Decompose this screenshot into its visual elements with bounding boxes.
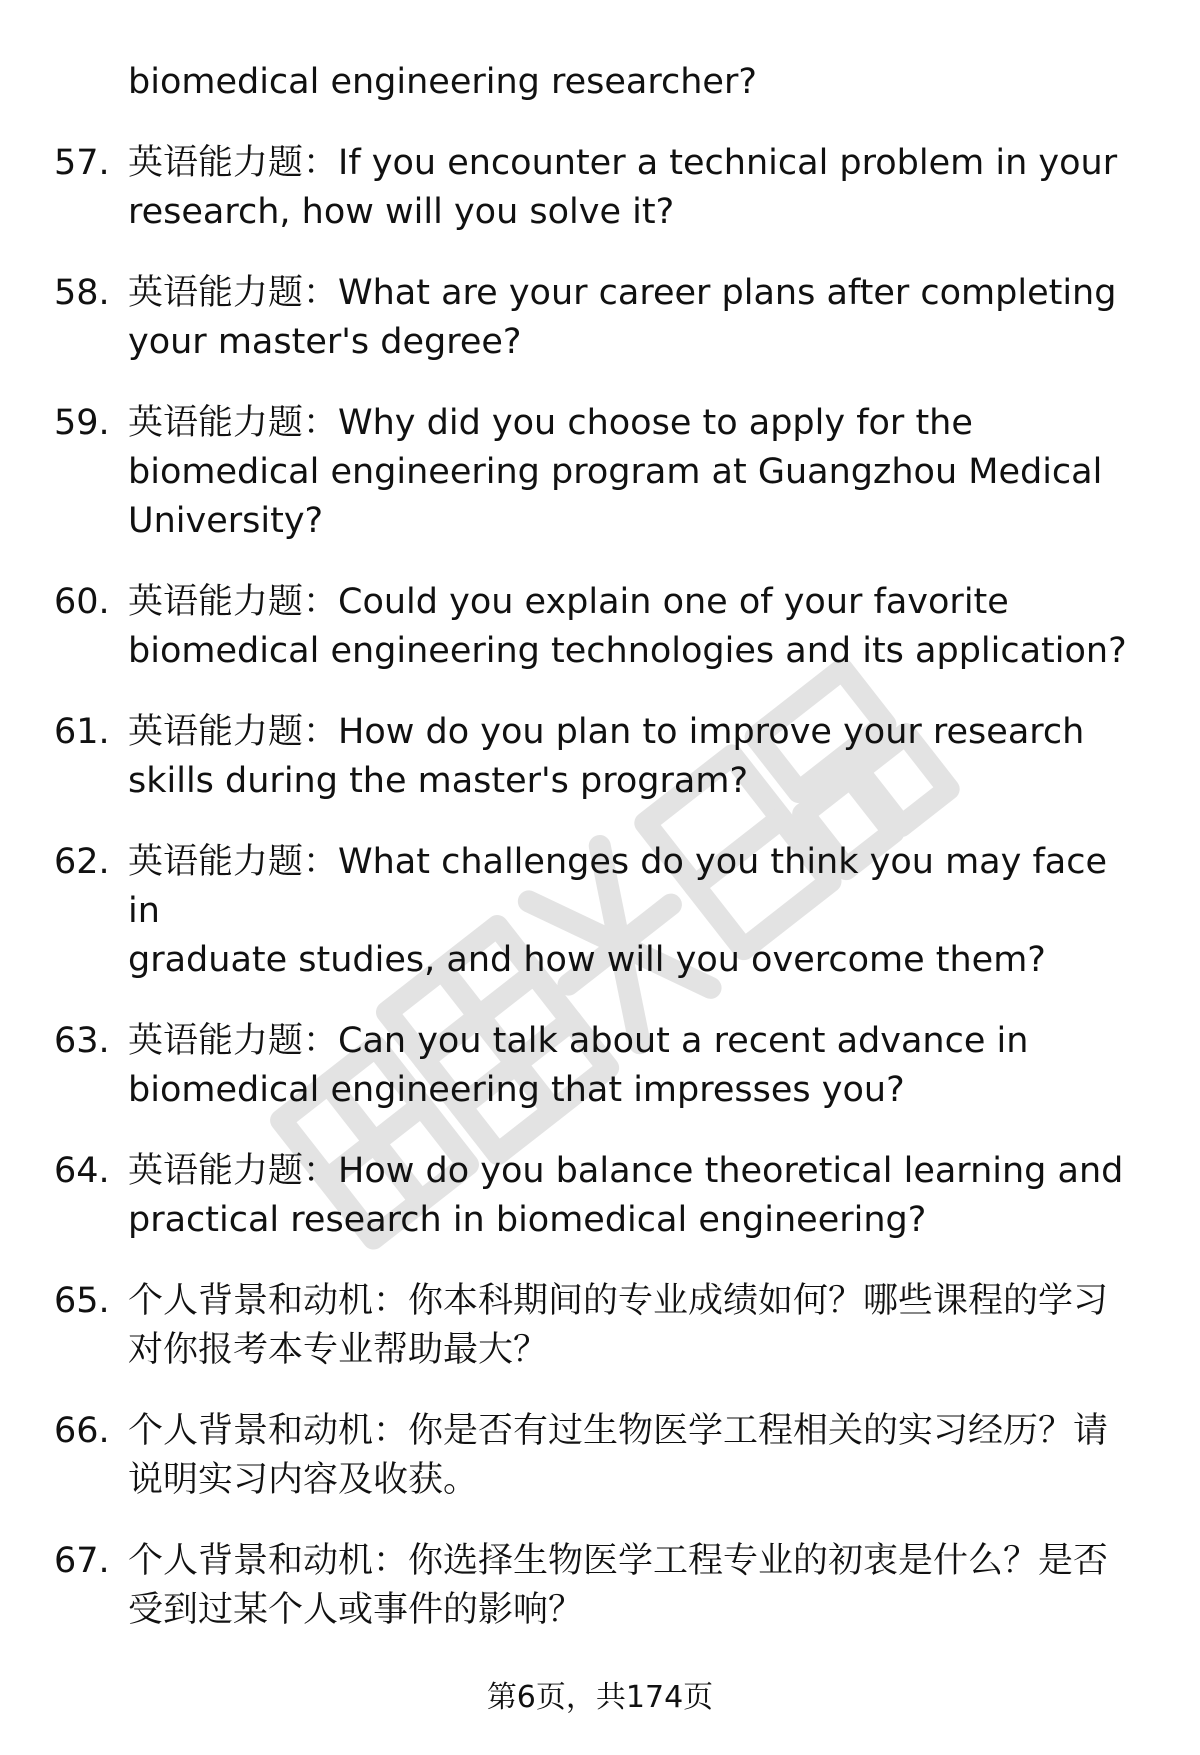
question-number: 63. [54,1021,110,1061]
question-text: 英语能力题：How do you balance theoretical learning and practical research in biomedical engineering? [128,1151,1124,1240]
question-text: 英语能力题：What are your career plans after completing your master's degree? [128,273,1117,362]
question-item [0,139,1200,237]
question-number: 66. [54,1411,110,1451]
question-number: 57. [54,143,110,183]
question-text: 英语能力题：If you encounter a technical problem in your research, how will you solve it? [128,143,1118,232]
question-item [0,1537,1200,1635]
question-number: 67. [54,1541,110,1581]
question-text: 英语能力题：Can you talk about a recent advance in biomedical engineering that impresses you? [128,1021,1029,1110]
question-item [0,838,1200,985]
question-item [0,399,1200,546]
question-continuation-line: biomedical engineering researcher? [128,62,757,102]
question-number: 62. [54,842,110,882]
question-text: 个人背景和动机：你选择生物医学工程专业的初衷是什么？是否 受到过某个人或事件的影响？ [128,1541,1109,1630]
question-item [0,1277,1200,1375]
question-item [0,269,1200,367]
question-number: 61. [54,712,110,752]
question-item [0,1407,1200,1505]
question-number: 65. [54,1281,110,1321]
question-text: 英语能力题：What challenges do you think you may face in graduate studies, and how will you overcome them? [128,842,1107,980]
question-number: 64. [54,1151,110,1191]
question-text: 英语能力题：How do you plan to improve your research skills during the master's program? [128,712,1085,801]
question-item [0,578,1200,676]
question-item [0,1017,1200,1115]
question-number: 58. [54,273,110,313]
question-text: 个人背景和动机：你本科期间的专业成绩如何？哪些课程的学习 对你报考本专业帮助最大？ [128,1281,1109,1370]
question-number: 59. [54,403,110,443]
question-number: 60. [54,582,110,622]
question-item [0,708,1200,806]
page-footer: 第6页，共174页 [486,1680,714,1715]
question-item [0,1147,1200,1245]
question-text: 个人背景和动机：你是否有过生物医学工程相关的实习经历？请 说明实习内容及收获。 [128,1411,1109,1500]
question-text: 英语能力题：Could you explain one of your favorite biomedical engineering technologies and its application? [128,582,1127,671]
question-text: 英语能力题：Why did you choose to apply for the biomedical engineering program at Guangzhou Medical University? [128,403,1103,541]
